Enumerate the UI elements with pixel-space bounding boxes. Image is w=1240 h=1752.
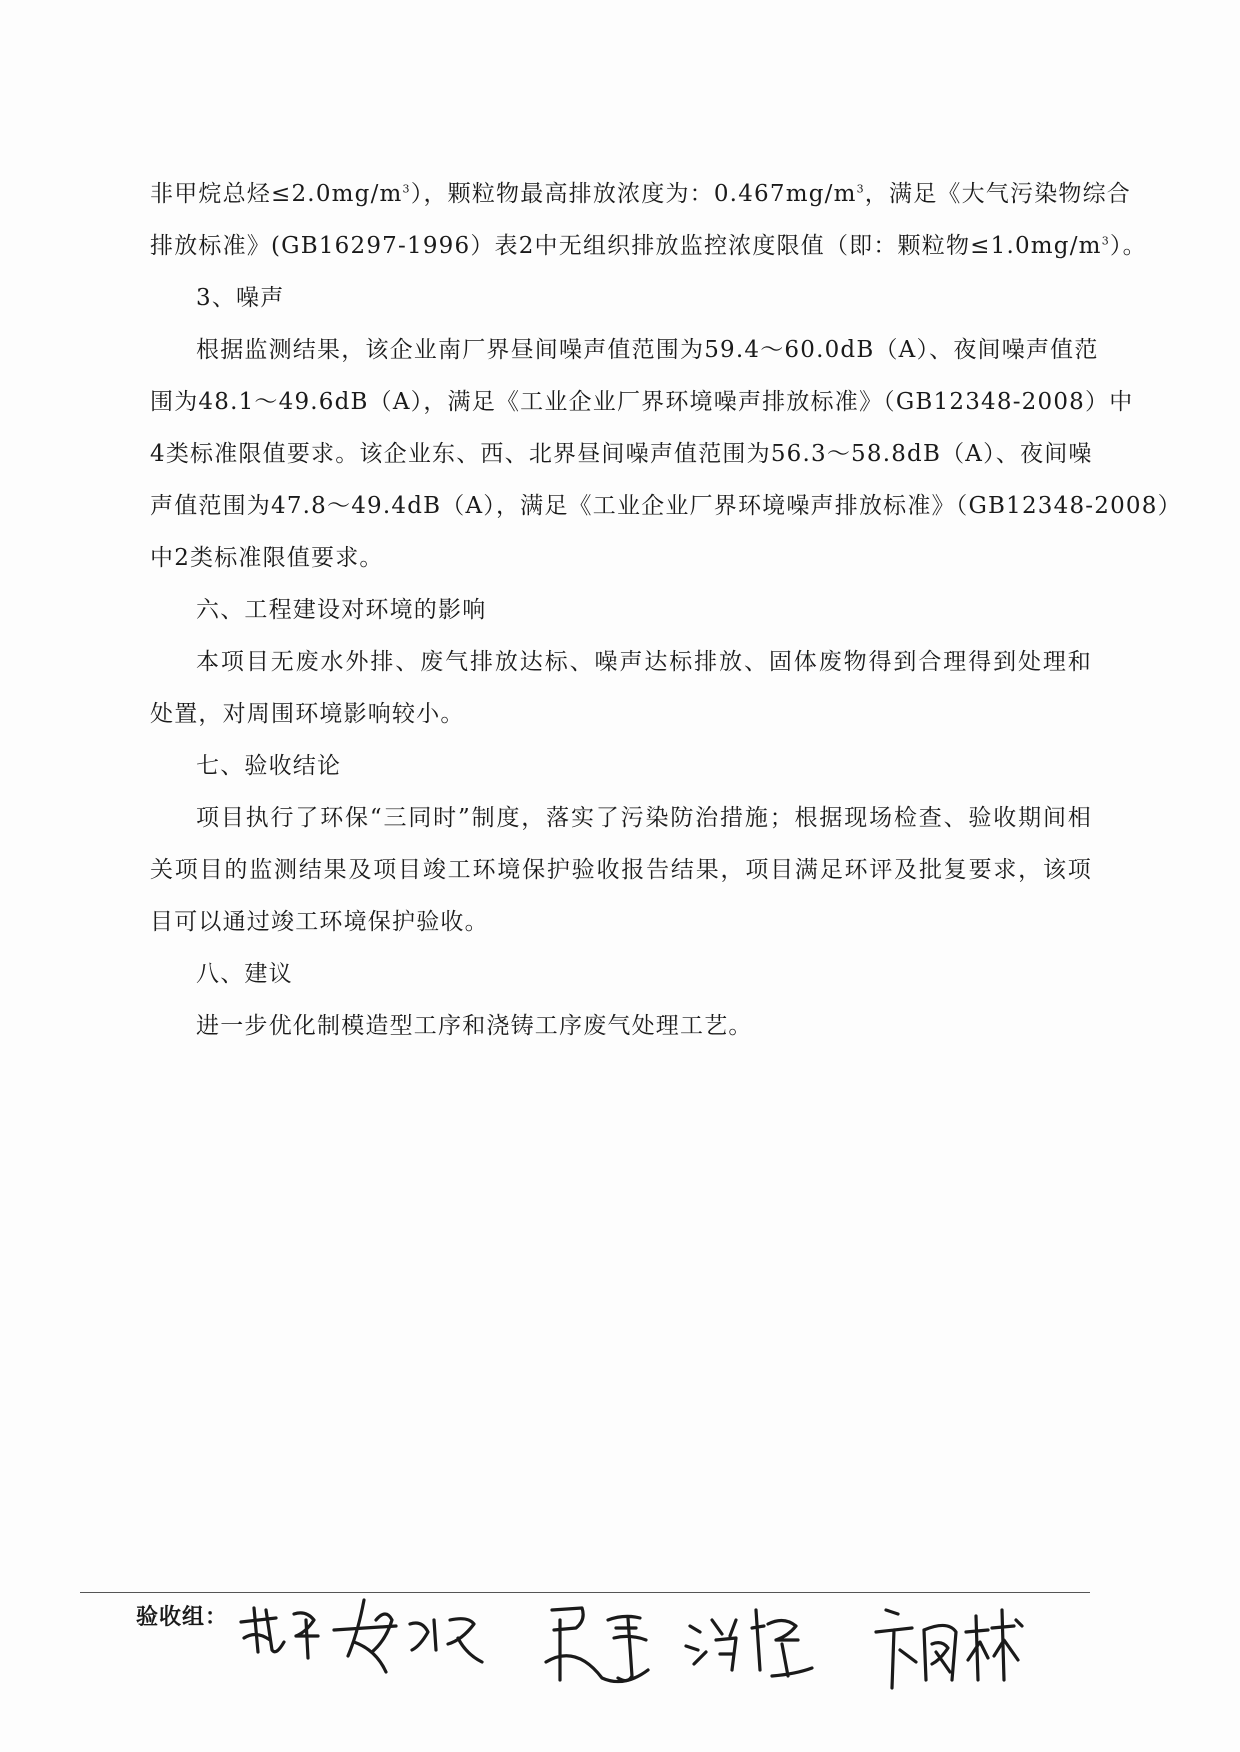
- paragraph-line: 项目执行了环保“三同时”制度，落实了污染防治措施；根据现场检查、验收期间相: [196, 805, 1092, 831]
- paragraph-line: 关项目的监测结果及项目竣工环境保护验收报告结果，项目满足环评及批复要求，该项: [150, 857, 1092, 883]
- paragraph-line: 进一步优化制模造型工序和浇铸工序废气处理工艺。: [196, 1013, 753, 1039]
- paragraph-line: 非甲烷总烃$\le 2.0mg/m^3$），颗粒物最高排放浓度为：$0.467mg/m^3$，满足《大气污染物综合: [150, 181, 1131, 207]
- acceptance-group-label: 验收组：: [136, 1605, 229, 1630]
- signature-3: [546, 1608, 648, 1682]
- paragraph-line: 4类标准限值要求。该企业东、西、北界昼间噪声值范围为56.3～58.8dB（A）、夜间噪: [150, 441, 1093, 467]
- signature-1: [241, 1608, 318, 1658]
- paragraph-line: 目可以通过竣工环境保护验收。: [150, 909, 489, 935]
- document-body: [150, 168, 1182, 1052]
- paragraph-line: 围为48.1～49.6dB（A），满足《工业企业厂界环境噪声排放标准》（GB12348-2008）中: [150, 389, 1134, 415]
- paragraph-line: 中2类标准限值要求。: [150, 545, 384, 571]
- section-heading-noise: 3、噪声: [196, 285, 285, 311]
- handwritten-signatures: [236, 1580, 1136, 1700]
- signature-area: [236, 1580, 1136, 1700]
- section-heading-environmental-impact: 六、工程建设对环境的影响: [196, 597, 487, 623]
- section-heading-conclusion: 七、验收结论: [196, 753, 342, 779]
- paragraph-line: 根据监测结果，该企业南厂界昼间噪声值范围为59.4～60.0dB（A）、夜间噪声值范: [196, 337, 1099, 363]
- section-heading-suggestions: 八、建议: [196, 961, 293, 987]
- paragraph-line: 本项目无废水外排、废气排放达标、噪声达标排放、固体废物得到合理得到处理和: [196, 649, 1092, 675]
- paragraph-line: 处置，对周围环境影响较小。: [150, 701, 465, 727]
- paragraph-line: 排放标准》(GB16297-1996）表2中无组织排放监控浓度限值（即：颗粒物$\le 1.0mg/m^3$）。: [150, 233, 1147, 259]
- signature-5: [876, 1610, 1022, 1688]
- paragraph-line: 声值范围为47.8～49.4dB（A），满足《工业企业厂界环境噪声排放标准》（GB12348-2008）: [150, 493, 1182, 519]
- signature-4: [686, 1610, 812, 1676]
- signature-2: [334, 1600, 482, 1672]
